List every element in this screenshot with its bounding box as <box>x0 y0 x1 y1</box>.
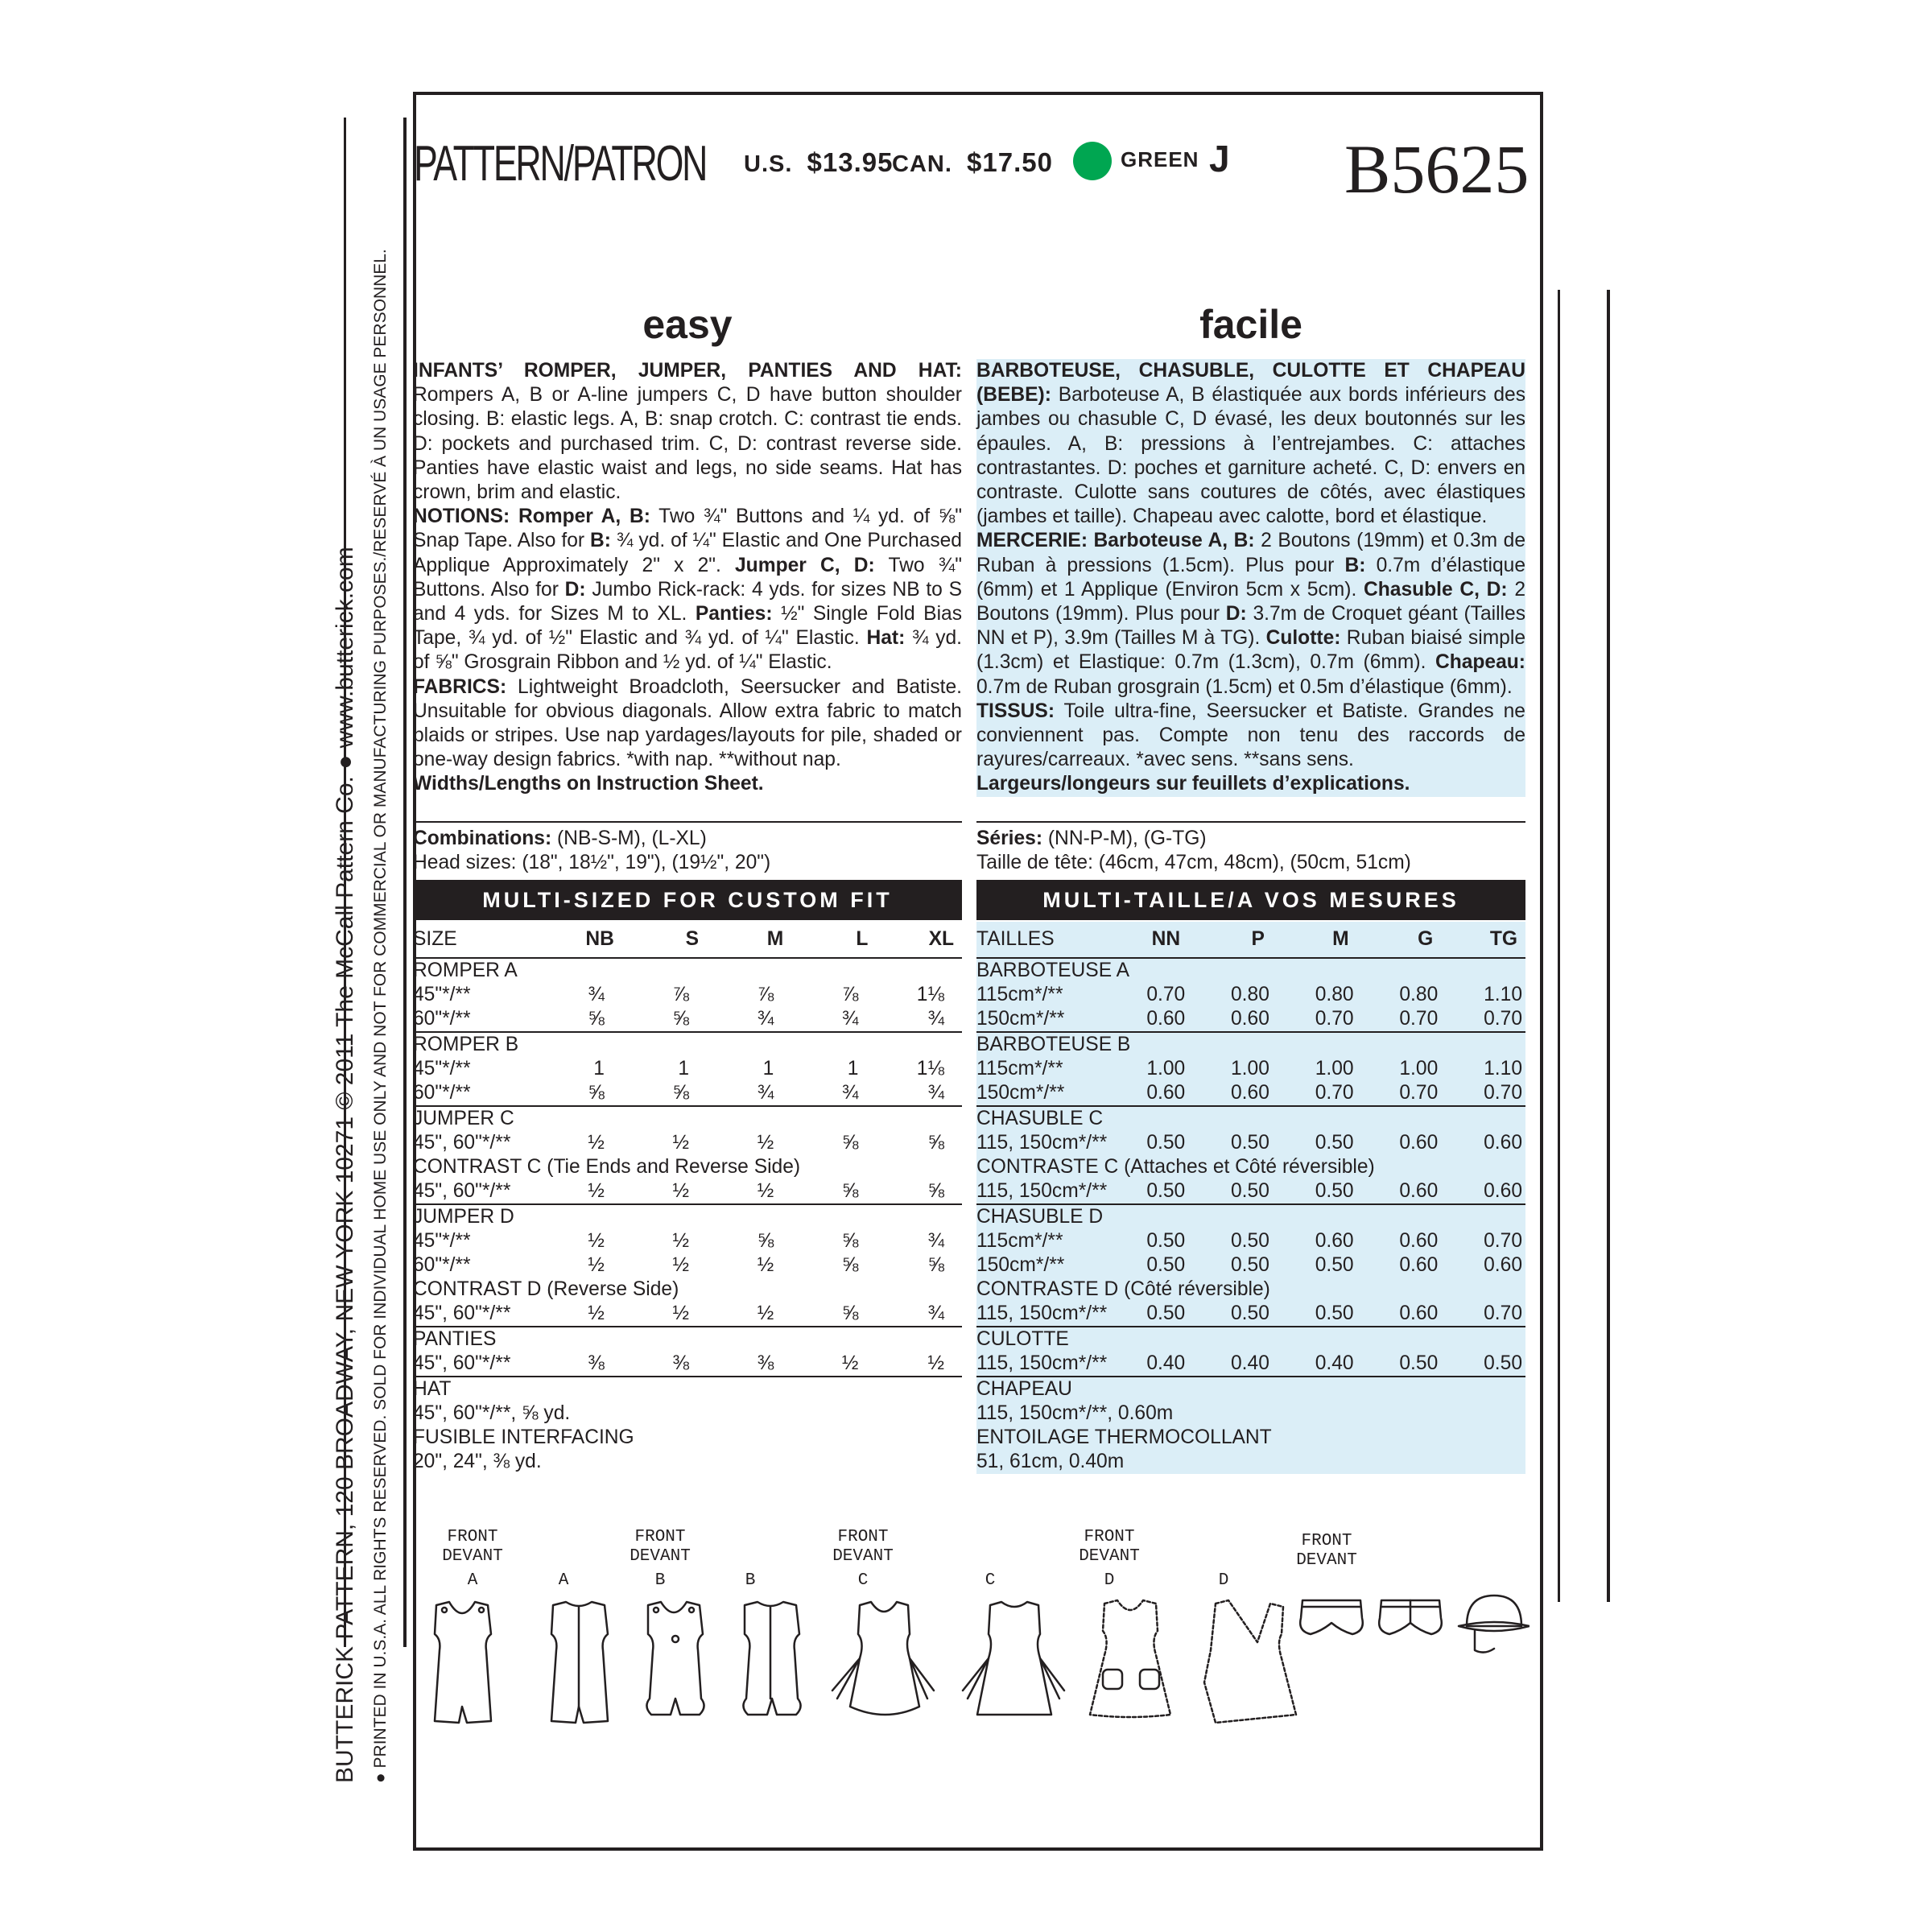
row-label: 45"*/** <box>413 1058 471 1080</box>
table-row <box>413 1032 962 1057</box>
view-label-a: A <box>558 1571 569 1590</box>
row-value: ⅝ <box>791 1179 876 1204</box>
row-value: 0.50 <box>1146 1230 1186 1252</box>
table-row <box>413 1253 962 1278</box>
view-label-c: FRONT DEVANT C <box>832 1528 894 1590</box>
view-label-b: FRONT DEVANT B <box>630 1528 691 1590</box>
view-label-panties: FRONT DEVANT <box>1296 1532 1357 1570</box>
jumper-c-back-icon <box>963 1602 1064 1715</box>
table-row <box>413 958 962 983</box>
row-value: ⅞ <box>672 984 690 1005</box>
table-row <box>413 1081 962 1106</box>
table-row <box>413 1057 962 1081</box>
table-row <box>413 1426 962 1450</box>
yardage-table-en <box>413 922 962 1474</box>
row-value: ½ <box>546 1302 622 1327</box>
row-value: 0.70 <box>1441 1007 1525 1032</box>
row-value: 1⅛ <box>916 1058 944 1080</box>
table-row <box>976 1352 1525 1377</box>
table-row <box>413 1229 962 1253</box>
row-value: 0.70 <box>1357 1081 1442 1106</box>
row-label: CONTRAST C (Tie Ends and Reverse Side) <box>413 1156 801 1178</box>
table-row <box>976 1057 1525 1081</box>
row-label: CHASUBLE D <box>976 1206 1104 1228</box>
row-value: 0.70 <box>1146 984 1186 1005</box>
row-value: 0.70 <box>1273 1007 1357 1032</box>
table-row <box>413 1352 962 1377</box>
row-value: 0.80 <box>1231 984 1269 1005</box>
row-label: BARBOTEUSE A <box>976 960 1129 981</box>
row-label: CONTRASTE D (Côté réversible) <box>976 1278 1270 1300</box>
row-value: ⅝ <box>622 1081 707 1106</box>
row-label: CHAPEAU <box>976 1378 1072 1400</box>
table-row <box>413 983 962 1007</box>
row-label: 60"*/** <box>413 1007 546 1032</box>
size-header-p: P <box>1188 922 1273 958</box>
table-row <box>976 1155 1525 1179</box>
table-row <box>976 1204 1525 1229</box>
jumper-c-front-icon <box>832 1602 934 1715</box>
size-header-s: S <box>622 922 707 958</box>
row-value: 0.60 <box>1399 1230 1439 1252</box>
row-value: ½ <box>707 1179 791 1204</box>
table-row <box>976 1229 1525 1253</box>
row-label: 115cm*/** <box>976 984 1063 1005</box>
row-value: ½ <box>622 1302 707 1327</box>
row-label: CONTRASTE C (Attaches et Côté réversible) <box>976 1156 1375 1178</box>
row-label: 45", 60"*/** <box>413 1179 546 1204</box>
row-label: 115, 150cm*/** <box>976 1179 1113 1204</box>
table-row <box>413 1155 962 1179</box>
description-en: INFANTS’ ROMPER, JUMPER, PANTIES AND HAT: Rompers A, B or A-line jumpers C, D have button shoulder closing. B: elastic legs. A, B: snap crotch. C: contrast tie ends. D: pockets and purchased trim. C, D: contrast reverse side. Panties have elastic waist and legs, no side seams. Hat has crown, brim and elastic. NOTIONS: Romper A, B: Two ¾" Buttons and ¼ yd. of ⅝" Snap Tape. Also for B: ¾ yd. of ¼" Elastic and One Purchased Applique Approximately 2" x 2". Jumper C, D: Two ¾" Buttons. Also for D: Jumbo Rick-rack: 4 yds. for sizes NB to S and 4 yds. for Sizes M to XL. Panties: ½" Single Fold Bias Tape, ¾ yd. of ½" Elastic and ¾ yd. of ¼" Elastic. Hat: ¾ yd. of ⅝" Grosgrain Ribbon and ½ yd. of ¼" Elastic. FABRICS: Lightweight Broadcloth, Seersucker and Batiste. Unsuitable for obvious diagonals. Allow extra fabric to match plaids or stripes. Use nap yardages/layouts for pile, shaded or one-way design fabrics. *with nap. **without nap. Widths/Lengths on Instruction Sheet. <box>413 360 963 795</box>
row-value: 0.70 <box>1484 1230 1522 1252</box>
color-name: GREEN <box>1121 147 1199 171</box>
side-text-outer: BUTTERICK PATTERN, 120 BROADWAY, NEW YORK 10271 © 2011 The McCall Pattern Co. ● www.butterick.com <box>332 547 358 1783</box>
row-value: ½ <box>757 1254 774 1276</box>
table-row <box>413 1402 962 1426</box>
row-label: 60"*/** <box>413 1081 546 1106</box>
row-value: 0.50 <box>1188 1179 1273 1204</box>
row-value: 0.60 <box>1399 1132 1439 1154</box>
pattern-code: B5625 <box>1344 130 1530 208</box>
table-row <box>413 1179 962 1204</box>
size-header-label: SIZE <box>413 922 546 958</box>
row-label: 115cm*/** <box>976 1058 1063 1080</box>
row-value: 0.50 <box>1231 1254 1269 1276</box>
size-header-m: M <box>1273 922 1357 958</box>
table-row <box>413 1131 962 1155</box>
row-label: 45"*/** <box>413 984 471 1005</box>
row-value: ¾ <box>707 1007 791 1032</box>
row-value: ½ <box>757 1132 774 1154</box>
row-label: 150cm*/** <box>976 1254 1065 1276</box>
row-value: ½ <box>672 1230 690 1252</box>
right-rule-2 <box>1607 290 1610 1602</box>
hat-icon <box>1459 1596 1530 1653</box>
size-header-l: L <box>791 922 876 958</box>
row-value: ⅝ <box>876 1179 962 1204</box>
table-row <box>413 1450 962 1474</box>
row-value: 0.60 <box>1188 1007 1273 1032</box>
left-rule-2 <box>403 118 407 1647</box>
row-value: 0.40 <box>1113 1352 1188 1377</box>
table-row <box>976 1007 1525 1032</box>
row-value: ⅝ <box>757 1230 774 1252</box>
row-label: ROMPER A <box>413 960 518 981</box>
row-value: 0.60 <box>1399 1254 1439 1276</box>
row-value: 0.50 <box>1315 1254 1354 1276</box>
row-value: 0.60 <box>1315 1230 1354 1252</box>
row-value: ¾ <box>588 984 605 1005</box>
size-header-tg: TG <box>1441 922 1525 958</box>
row-label: CHASUBLE C <box>976 1108 1104 1129</box>
table-row <box>976 1278 1525 1302</box>
row-value: ⅝ <box>622 1007 707 1032</box>
size-bar-en: MULTI-SIZED FOR CUSTOM FIT <box>413 880 962 920</box>
row-value: ¾ <box>876 1007 962 1032</box>
table-row <box>976 1131 1525 1155</box>
table-row <box>976 1032 1525 1057</box>
row-value: 0.50 <box>1146 1254 1186 1276</box>
row-value: 0.50 <box>1315 1132 1354 1154</box>
row-value: ⅝ <box>841 1132 859 1154</box>
row-value: 0.70 <box>1441 1081 1525 1106</box>
table-row <box>413 1007 962 1032</box>
row-value: 0.70 <box>1357 1007 1442 1032</box>
row-value: 0.40 <box>1273 1352 1357 1377</box>
table-row <box>976 1327 1525 1352</box>
view-label-d: D <box>1218 1571 1229 1590</box>
combinations-fr: Séries: (NN-P-M), (G-TG) Taille de tête: (46cm, 47cm, 48cm), (50cm, 51cm) <box>976 828 1411 873</box>
row-value: 0.80 <box>1399 984 1439 1005</box>
row-label: JUMPER D <box>413 1206 514 1228</box>
row-value: ¾ <box>707 1081 791 1106</box>
row-label: BARBOTEUSE B <box>976 1034 1131 1055</box>
table-row <box>976 1106 1525 1131</box>
row-value: ⅝ <box>791 1302 876 1327</box>
row-value: 0.40 <box>1188 1352 1273 1377</box>
row-value: 0.70 <box>1441 1302 1525 1327</box>
table-row <box>976 983 1525 1007</box>
row-value: 1 <box>593 1058 605 1080</box>
table-row <box>976 958 1525 983</box>
combinations-en: Combinations: (NB-S-M), (L-XL) Head sizes: (18", 18½", 19"), (19½", 20") <box>413 828 771 873</box>
row-label: ROMPER B <box>413 1034 519 1055</box>
row-label: 45", 60"*/** <box>413 1132 511 1154</box>
row-value: ⅝ <box>841 1230 859 1252</box>
table-row <box>976 1081 1525 1106</box>
row-value: 0.50 <box>1357 1352 1442 1377</box>
row-value: ½ <box>546 1179 622 1204</box>
panties-front-icon <box>1300 1600 1363 1634</box>
row-label: CULOTTE <box>976 1328 1069 1350</box>
heading-easy: easy <box>642 302 733 347</box>
row-value: ½ <box>707 1302 791 1327</box>
row-label: 45", 60"*/** <box>413 1352 546 1377</box>
row-value: ⅝ <box>546 1081 622 1106</box>
row-value: ⅝ <box>927 1254 944 1276</box>
row-value: 1.10 <box>1484 1058 1522 1080</box>
row-label: 115cm*/** <box>976 1230 1063 1252</box>
row-value: ⅝ <box>546 1007 622 1032</box>
view-label-d: FRONT DEVANT D <box>1079 1528 1140 1590</box>
table-row <box>413 1302 962 1327</box>
row-value: 0.60 <box>1484 1254 1522 1276</box>
table-row <box>413 1327 962 1352</box>
row-value: 0.60 <box>1113 1007 1188 1032</box>
right-rule-1 <box>1558 290 1560 1602</box>
row-label: FUSIBLE INTERFACING <box>413 1426 634 1448</box>
view-label-a: FRONT DEVANT A <box>442 1528 503 1590</box>
size-header-nn: NN <box>1113 922 1188 958</box>
table-row <box>976 1450 1525 1474</box>
row-value: 1.00 <box>1146 1058 1186 1080</box>
row-label: 20", 24", ⅜ yd. <box>413 1451 542 1472</box>
row-value: 0.60 <box>1441 1179 1525 1204</box>
row-value: 0.60 <box>1484 1132 1522 1154</box>
jumper-d-front-icon <box>1090 1600 1170 1717</box>
row-value: ½ <box>672 1132 690 1154</box>
romper-b-back-icon <box>743 1602 800 1715</box>
row-value: 1 <box>678 1058 690 1080</box>
table-row <box>413 1278 962 1302</box>
row-label: 45", 60"*/** <box>413 1302 546 1327</box>
row-value: ⅜ <box>546 1352 622 1377</box>
pattern-label: PATTERN/PATRON <box>414 136 707 192</box>
green-dot-icon <box>1073 142 1112 180</box>
row-value: 0.50 <box>1146 1132 1186 1154</box>
row-value: ½ <box>791 1352 876 1377</box>
row-label: 45"*/** <box>413 1230 471 1252</box>
heading-facile: facile <box>1199 302 1302 347</box>
row-value: 0.50 <box>1231 1132 1269 1154</box>
yardage-table-fr <box>976 922 1525 1474</box>
divider-fr <box>976 821 1525 823</box>
us-price: U.S. $13.95 <box>744 147 894 177</box>
table-row <box>976 1402 1525 1426</box>
row-value: ½ <box>588 1132 605 1154</box>
row-value: 0.60 <box>1113 1081 1188 1106</box>
size-header-g: G <box>1357 922 1442 958</box>
row-value: 1.10 <box>1484 984 1522 1005</box>
table-row <box>976 1377 1525 1402</box>
row-label: CONTRAST D (Reverse Side) <box>413 1278 679 1300</box>
row-value: 0.80 <box>1315 984 1354 1005</box>
row-value: 1.00 <box>1231 1058 1269 1080</box>
romper-b-front-icon <box>646 1602 704 1715</box>
size-header-nb: NB <box>546 922 622 958</box>
table-row <box>976 1179 1525 1204</box>
row-value: ½ <box>876 1352 962 1377</box>
table-row <box>413 1106 962 1131</box>
row-value: ⅜ <box>707 1352 791 1377</box>
garment-illustrations <box>419 1586 1530 1747</box>
row-value: ½ <box>588 1254 605 1276</box>
row-value: ½ <box>588 1230 605 1252</box>
row-value: 1 <box>762 1058 774 1080</box>
can-price: CAN. $17.50 <box>892 147 1053 177</box>
size-letter: J <box>1209 138 1231 180</box>
row-label: 115, 150cm*/**, 0.60m <box>976 1402 1174 1424</box>
table-row <box>976 1302 1525 1327</box>
row-label: HAT <box>413 1378 452 1400</box>
table-row <box>413 1377 962 1402</box>
row-label: 115, 150cm*/** <box>976 1132 1108 1154</box>
row-value: 0.50 <box>1113 1179 1188 1204</box>
table-row <box>976 1253 1525 1278</box>
row-value: 0.50 <box>1441 1352 1525 1377</box>
row-value: ⅞ <box>841 984 859 1005</box>
row-value: ½ <box>622 1179 707 1204</box>
row-label: 115, 150cm*/** <box>976 1302 1113 1327</box>
row-value: ¾ <box>791 1081 876 1106</box>
description-fr: BARBOTEUSE, CHASUBLE, CULOTTE ET CHAPEAU (BEBE): Barboteuse A, B élastiquée aux bords inférieurs des jambes ou chasuble C, D évasé, les deux boutonnés sur les épaules. A, B: pressions à l’entrejambes. C: attaches contrastantes. D: poches et garniture acheté. C, D: envers en contraste. Culotte sans coutures de côtés, avec élastiques (jambes et taille). Chapeau avec calotte, bord et élastique. MERCERIE: Barboteuse A, B: 2 Boutons (19mm) et 0.3m de Ruban à pressions (1.5cm). Plus pour B: 0.7m d’élastique (6mm) et 1 Applique (Environ 5cm x 5cm). Chasuble C, D: 2 Boutons (19mm). Plus pour D: 3.7m de Croquet géant (Tailles NN et P), 3.9m (Tailles M à TG). Culotte: Ruban biaisé simple (1.3cm) et Elastique: 0.7m (1.3cm), 0.7m (6mm). Chapeau: 0.7m de Ruban grosgrain (1.5cm) et 0.5m d’élastique (6mm). TISSUS: Toile ultra-fine, Seersucker et Batiste. Grandes ne conviennent pas. Compte non tenu des raccords de rayures/carreaux. *avec sens. **sans sens. Largeurs/longeurs sur feuillets d’explications. <box>976 359 1525 797</box>
row-label: 60"*/** <box>413 1254 471 1276</box>
row-label: 45", 60"*/**, ⅝ yd. <box>413 1402 571 1424</box>
row-value: 0.50 <box>1188 1302 1273 1327</box>
divider-en <box>413 821 962 823</box>
size-header-xl: XL <box>876 922 962 958</box>
row-value: ½ <box>672 1254 690 1276</box>
jumper-d-back-icon <box>1204 1600 1296 1723</box>
row-value: 1.00 <box>1399 1058 1439 1080</box>
size-header-m: M <box>707 922 791 958</box>
row-value: 1⅛ <box>916 984 944 1005</box>
row-value: ¾ <box>876 1302 962 1327</box>
romper-a-front-icon <box>435 1602 491 1723</box>
row-value: ¾ <box>791 1007 876 1032</box>
row-value: 1.00 <box>1315 1058 1354 1080</box>
row-value: 0.50 <box>1113 1302 1188 1327</box>
row-label: 150cm*/** <box>976 1007 1113 1032</box>
view-label-b: B <box>745 1571 756 1590</box>
table-row <box>976 1426 1525 1450</box>
row-value: ⅜ <box>622 1352 707 1377</box>
row-label: 150cm*/** <box>976 1081 1113 1106</box>
row-value: 0.60 <box>1357 1179 1442 1204</box>
row-value: 0.60 <box>1188 1081 1273 1106</box>
row-label: ENTOILAGE THERMOCOLLANT <box>976 1426 1272 1448</box>
romper-a-back-icon <box>551 1602 608 1723</box>
row-value: 1 <box>847 1058 859 1080</box>
row-label: PANTIES <box>413 1328 497 1350</box>
row-value: ¾ <box>876 1081 962 1106</box>
row-value: ⅝ <box>927 1132 944 1154</box>
row-label: 115, 150cm*/** <box>976 1352 1113 1377</box>
row-value: 0.50 <box>1273 1302 1357 1327</box>
row-label: JUMPER C <box>413 1108 514 1129</box>
size-header-label: TAILLES <box>976 922 1113 958</box>
view-label-c: C <box>985 1571 996 1590</box>
row-value: 0.50 <box>1273 1179 1357 1204</box>
row-value: ⅞ <box>757 984 774 1005</box>
side-text-inner: ● PRINTED IN U.S.A. ALL RIGHTS RESERVED. SOLD FOR INDIVIDUAL HOME USE ONLY AND NOT FOR COMMERCIAL OR MANUFACTURING PURPOSES./RESERVÉ À UN USAGE PERSONNEL. <box>371 249 390 1783</box>
row-value: 0.50 <box>1231 1230 1269 1252</box>
table-row <box>413 1204 962 1229</box>
row-value: ¾ <box>927 1230 944 1252</box>
panties-back-icon <box>1379 1600 1442 1634</box>
size-bar-fr: MULTI-TAILLE/A VOS MESURES <box>976 880 1525 920</box>
row-value: ⅝ <box>841 1254 859 1276</box>
row-value: 0.70 <box>1273 1081 1357 1106</box>
row-label: 51, 61cm, 0.40m <box>976 1451 1125 1472</box>
row-value: 0.60 <box>1357 1302 1442 1327</box>
